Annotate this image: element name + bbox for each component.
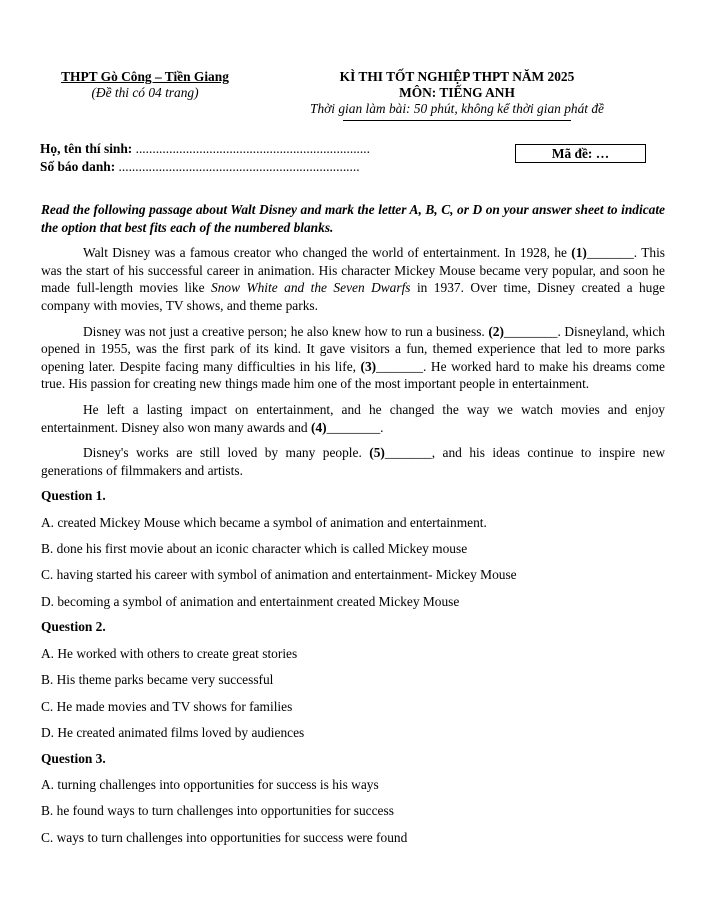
question-2-title: Question 2. [41, 619, 106, 635]
passage-paragraph-3 [41, 401, 665, 436]
time-note: Thời gian làm bài: 50 phút, không kể thời gian phát đề [310, 101, 604, 116]
student-name-line [40, 140, 370, 158]
passage-text: _______, and his ideas continue to inspire new generations of filmmakers and artists. [41, 445, 665, 478]
school-header [40, 69, 250, 101]
student-id-line [40, 158, 370, 176]
passage-text: Disney's works are still loved by many people. [83, 445, 370, 461]
student-id-dots: ........................................................................ [115, 159, 360, 174]
question-3-option-b: B. he found ways to turn challenges into opportunities for success [41, 803, 394, 819]
pages-note: (Đề thi có 04 trang) [91, 85, 199, 100]
question-3-option-a: A. turning challenges into opportunities for success is his ways [41, 777, 379, 793]
blank-number: (5) [369, 445, 385, 461]
exam-content [41, 201, 665, 846]
movie-title: Snow White and the Seven Dwarfs [211, 280, 411, 296]
question-3-option-c: C. ways to turn challenges into opportunities for success were found [41, 829, 408, 845]
student-name-dots: ...................................................................... [132, 141, 370, 156]
passage-text: ________. Disneyland, which opened in 1955, was the first park of its kind. It gave visitors a fun, themed experience that led to more parks opening later. Despite facing many difficulties in his life, [41, 323, 665, 374]
passage-paragraph-4 [41, 444, 665, 479]
header-divider [343, 120, 571, 121]
student-name-label: Họ, tên thí sinh: [40, 141, 133, 156]
student-id-label: Số báo danh: [40, 159, 116, 174]
subject-title: MÔN: TIẾNG ANH [399, 85, 515, 100]
question-2-option-c: C. He made movies and TV shows for families [41, 698, 293, 714]
school-name: THPT Gò Công – Tiền Giang [61, 69, 229, 84]
passage-text: Disney was not just a creative person; he also knew how to run a business. [83, 323, 489, 339]
passage-text: He left a lasting impact on entertainment, and he changed the way we watch movies and enjoy entertainment. Disney also won many awards and [41, 401, 665, 435]
passage-text: Walt Disney was a famous creator who changed the world of entertainment. In 1928, he [83, 245, 572, 261]
exam-code-box: Mã đề: … [515, 144, 646, 163]
question-2-option-a: A. He worked with others to create great stories [41, 645, 298, 661]
question-3-title: Question 3. [41, 750, 106, 766]
blank-number: (2) [488, 323, 504, 339]
question-1-option-c: C. having started his career with symbol of animation and entertainment- Mickey Mouse [41, 567, 517, 583]
passage-paragraph-2 [41, 323, 665, 393]
passage-paragraph-1 [41, 244, 665, 314]
student-info [40, 140, 370, 176]
instruction: Read the following passage about Walt Disney and mark the letter A, B, C, or D on your answer sheet to indicate the option that best fits each of the numbered blanks. [41, 202, 665, 235]
question-2-option-d: D. He created animated films loved by audiences [41, 725, 305, 741]
passage-text: _______. He worked hard to make his dreams come true. His passion for creating new things made him one of the most important people in entertainment. [41, 358, 665, 392]
blank-number: (3) [360, 358, 377, 374]
question-1-title: Question 1. [41, 488, 106, 504]
exam-header [300, 69, 614, 121]
blank-number: (4) [310, 419, 327, 435]
question-2-option-b: B. His theme parks became very successful [41, 672, 274, 688]
question-1-option-a: A. created Mickey Mouse which became a symbol of animation and entertainment. [41, 514, 487, 530]
blank-number: (1) [571, 245, 587, 261]
question-1-option-b: B. done his first movie about an iconic character which is called Mickey mouse [41, 541, 468, 557]
passage-text: ________. [326, 419, 384, 435]
passage-text: in 1937. Over time, Disney created a huge company with movies, TV shows, and theme parks. [41, 280, 665, 313]
question-1-option-d: D. becoming a symbol of animation and entertainment created Mickey Mouse [41, 593, 460, 609]
passage-text: _______. This was the start of his successful career in animation. His character Mickey Mouse became very popular, and soon he made full-length movies like [41, 245, 665, 296]
exam-title: KÌ THI TỐT NGHIỆP THPT NĂM 2025 [339, 69, 575, 84]
